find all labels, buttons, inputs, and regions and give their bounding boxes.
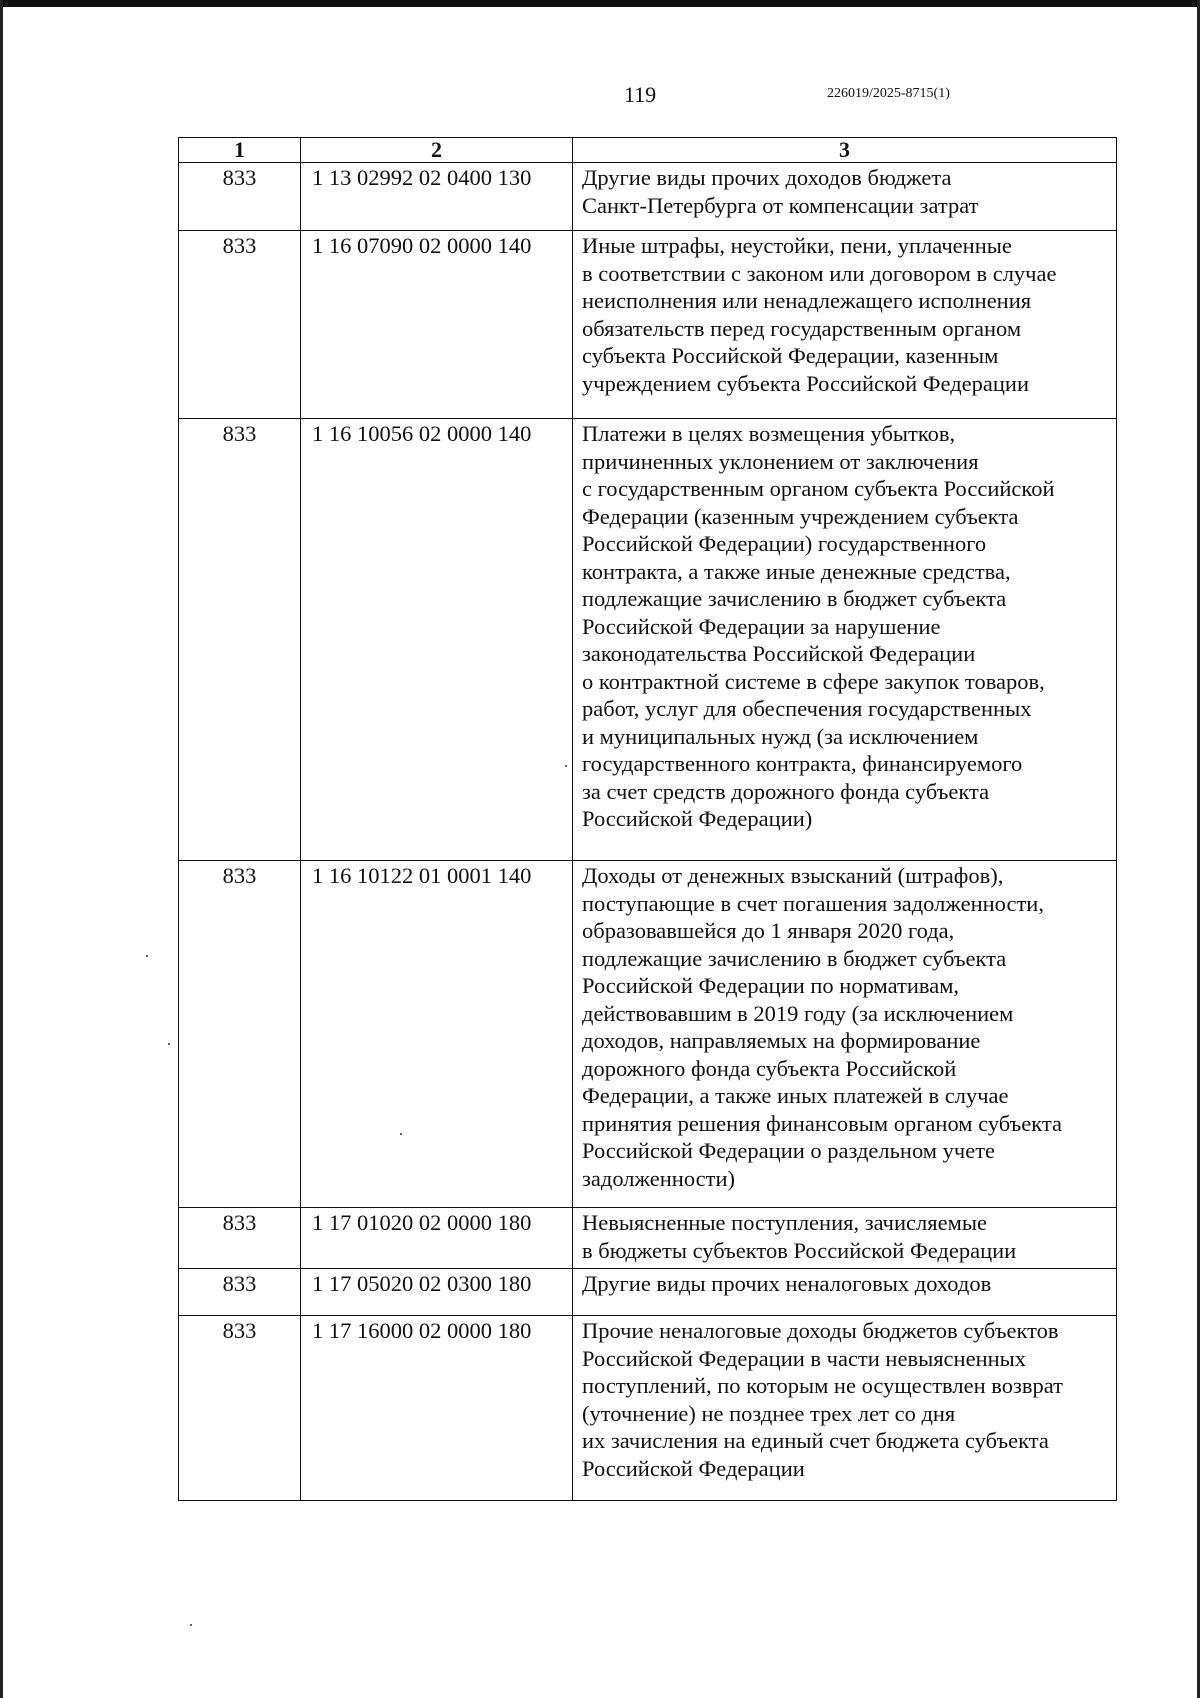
scan-speck: [168, 1043, 170, 1045]
header-col-3: 3: [573, 138, 1117, 163]
description-line: субъекта Российской Федерации, казенным: [582, 343, 999, 368]
table-row: [179, 1208, 1117, 1269]
description-line: подлежащие зачислению в бюджет субъекта: [582, 586, 1007, 611]
table-header-row: [179, 138, 1117, 163]
description-line: Иные штрафы, неустойки, пени, уплаченные: [582, 233, 1012, 258]
description-line: их зачисления на единый счет бюджета субъекта: [582, 1428, 1049, 1453]
row-description: [573, 231, 1117, 419]
row-code-admin: 833: [179, 1316, 301, 1501]
row-code-admin: 833: [179, 231, 301, 419]
table-row: [179, 419, 1117, 861]
row-description: [573, 861, 1117, 1208]
description-line: дорожного фонда субъекта Российской: [582, 1055, 957, 1081]
description-line: Российской Федерации) государственного: [582, 531, 987, 556]
row-description: [573, 163, 1117, 231]
header-col-2: 2: [301, 138, 573, 163]
row-code-admin: 833: [179, 861, 301, 1208]
description-line: Российской Федерации по нормативам,: [582, 973, 960, 998]
description-line: Российской Федерации: [582, 1455, 805, 1481]
description-line: государственного контракта, финансируемого: [582, 751, 1023, 776]
row-description: [573, 1316, 1117, 1501]
row-description: [573, 1208, 1117, 1269]
description-line: подлежащие зачислению в бюджет субъекта: [582, 945, 1007, 971]
budget-codes-table: [178, 137, 1117, 1501]
description-line: принятия решения финансовым органом субъекта: [582, 1110, 1063, 1136]
description-line: доходов, направляемых на формирование: [582, 1028, 981, 1053]
row-budget-code: 1 17 05020 02 0300 180: [301, 1269, 573, 1316]
description-line: поступающие в счет погашения задолженности,: [582, 890, 1044, 916]
description-line: (уточнение) не позднее трех лет со дня: [582, 1400, 956, 1426]
row-code-admin: 833: [179, 1269, 301, 1316]
row-description: [573, 1269, 1117, 1316]
description-line: контракта, а также иные денежные средства,: [582, 558, 1011, 584]
description-line: в бюджеты субъектов Российской Федерации: [582, 1237, 1017, 1263]
description-line: Федерации (казенным учреждением субъекта: [582, 503, 1019, 529]
row-budget-code: 1 16 07090 02 0000 140: [301, 231, 573, 419]
row-code-admin: 833: [179, 419, 301, 861]
description-line: работ, услуг для обеспечения государственных: [582, 696, 1032, 721]
row-code-admin: 833: [179, 1208, 301, 1269]
description-line: Другие виды прочих неналоговых доходов: [582, 1271, 992, 1296]
row-budget-code: 1 16 10122 01 0001 140: [301, 861, 573, 1208]
scan-edge-left: [0, 0, 3, 1698]
header-col-1: 1: [179, 138, 301, 163]
description-line: Российской Федерации в части невыясненных: [582, 1345, 1027, 1371]
scan-speck: [146, 955, 148, 957]
row-budget-code: 1 17 16000 02 0000 180: [301, 1316, 573, 1501]
description-line: Российской Федерации): [582, 806, 813, 831]
description-line: Платежи в целях возмещения убытков,: [582, 421, 956, 446]
row-budget-code: 1 16 10056 02 0000 140: [301, 419, 573, 861]
page-number: 119: [624, 82, 657, 107]
document-id: 226019/2025-8715(1): [827, 86, 950, 101]
description-line: Невыясненные поступления, зачисляемые: [582, 1210, 987, 1235]
row-description: [573, 419, 1117, 861]
table-row: [179, 231, 1117, 419]
description-line: действовавшим в 2019 году (за исключением: [582, 1000, 1014, 1026]
description-line: Федерации, а также иных платежей в случае: [582, 1083, 1009, 1108]
description-line: поступлений, по которым не осуществлен возврат: [582, 1373, 1063, 1398]
description-line: за счет средств дорожного фонда субъекта: [582, 778, 990, 804]
description-line: Прочие неналоговые доходы бюджетов субъектов: [582, 1318, 1059, 1343]
description-line: о контрактной системе в сфере закупок товаров,: [582, 668, 1045, 694]
description-line: Российской Федерации о раздельном учете: [582, 1138, 996, 1163]
description-line: причиненных уклонением от заключения: [582, 448, 979, 474]
table-body: [179, 163, 1117, 1501]
description-line: обязательств перед государственным органом: [582, 315, 1022, 341]
description-line: законодательства Российской Федерации: [582, 641, 976, 666]
description-line: в соответствии с законом или договором в случае: [582, 260, 1057, 286]
row-code-admin: 833: [179, 163, 301, 231]
scan-edge-top: [0, 0, 1200, 7]
description-line: с государственным органом субъекта Российской: [582, 476, 1055, 501]
table-row: [179, 1269, 1117, 1316]
description-line: Другие виды прочих доходов бюджета: [582, 165, 952, 190]
scan-speck: [565, 765, 567, 767]
scan-speck: [400, 1133, 402, 1135]
description-line: учреждением субъекта Российской Федерации: [582, 370, 1029, 396]
description-line: Российской Федерации за нарушение: [582, 613, 941, 639]
table-row: [179, 163, 1117, 231]
description-line: образовавшейся до 1 января 2020 года,: [582, 918, 955, 943]
description-line: Санкт-Петербурга от компенсации затрат: [582, 192, 979, 218]
row-budget-code: 1 13 02992 02 0400 130: [301, 163, 573, 231]
table-row: [179, 1316, 1117, 1501]
row-budget-code: 1 17 01020 02 0000 180: [301, 1208, 573, 1269]
scan-speck: [190, 1624, 192, 1626]
description-line: Доходы от денежных взысканий (штрафов),: [582, 863, 1004, 888]
description-line: задолженности): [582, 1165, 735, 1191]
description-line: и муниципальных нужд (за исключением: [582, 723, 979, 749]
table-row: [179, 861, 1117, 1208]
description-line: неисполнения или ненадлежащего исполнения: [582, 288, 1032, 313]
